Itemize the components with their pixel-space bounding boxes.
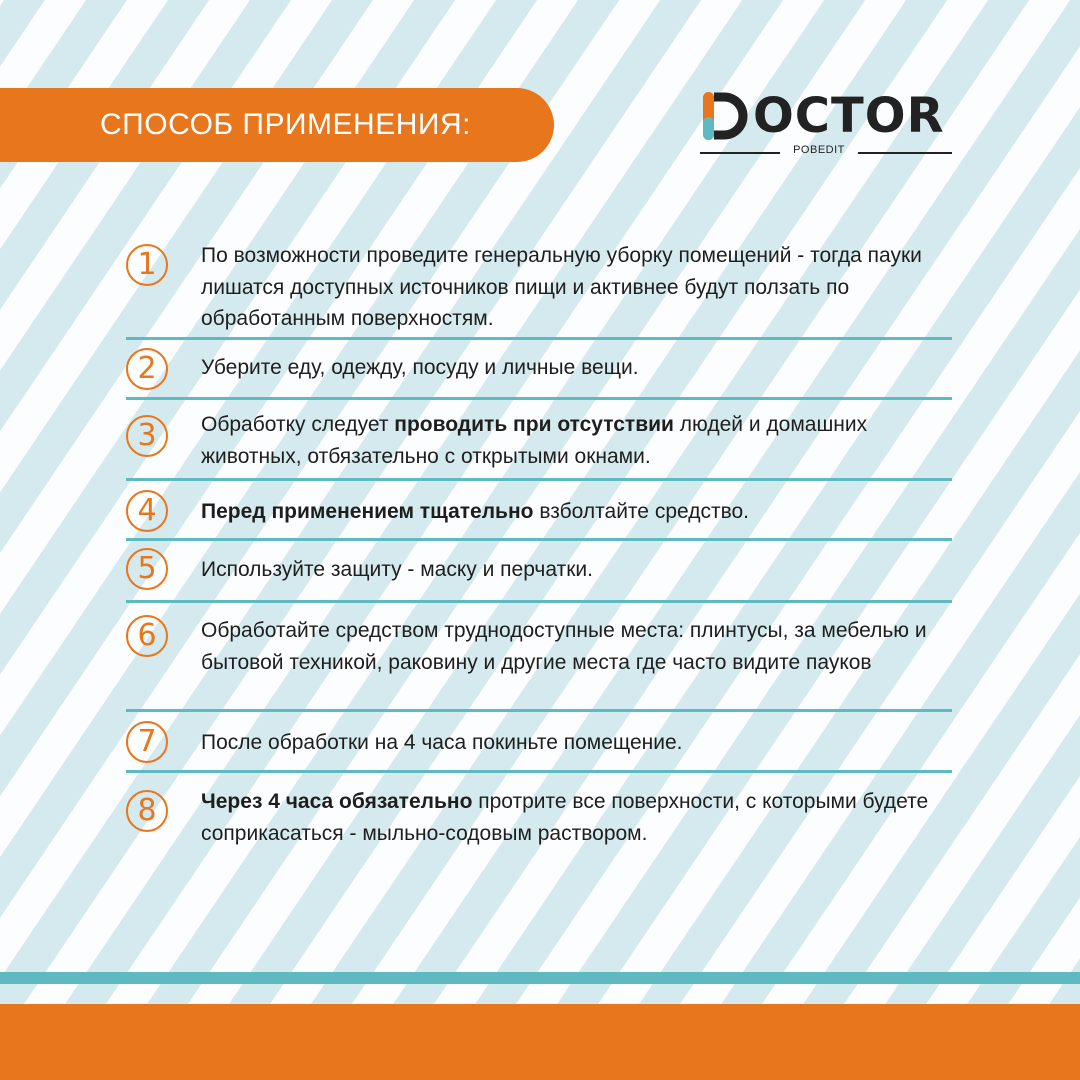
step-divider (126, 478, 952, 481)
page-title: СПОСОБ ПРИМЕНЕНИЯ: (100, 108, 471, 141)
step-divider (126, 770, 952, 773)
step-divider (126, 538, 952, 541)
step-text: Обработайте средством труднодоступные места: плинтусы, за мебелью и бытовой техникой, раковину и другие места где часто видите пауков (201, 619, 927, 674)
step-number-badge: 4 (126, 490, 168, 532)
step-number-badge: 1 (126, 244, 168, 286)
step-text: По возможности проведите генеральную уборку помещений - тогда пауки лишатся доступных источников пищи и активнее будут ползать по обработанным поверхностям. (201, 244, 922, 330)
logo-d-icon (700, 90, 752, 142)
logo-text: OCTOR (753, 88, 945, 144)
step-text: Перед применением тщательно взболтайте средство. (201, 500, 750, 523)
step-text: После обработки на 4 часа покиньте помещение. (201, 731, 683, 754)
step-divider (126, 337, 952, 340)
doctor-logo (700, 86, 952, 158)
logo-subtitle: POBEDIT (793, 144, 845, 156)
step-number-badge: 3 (126, 415, 168, 457)
footer-teal-stripe (0, 972, 1080, 984)
step-divider (126, 600, 952, 603)
step-number-badge: 2 (126, 348, 168, 390)
step-divider (126, 709, 952, 712)
step-number-badge: 7 (126, 721, 168, 763)
footer-orange-bar (0, 1004, 1080, 1080)
step-text: Уберите еду, одежду, посуду и личные вещи. (201, 356, 639, 379)
step-text: Обработку следует проводить при отсутствии людей и домашних животных, отбязательно с открытыми окнами. (201, 413, 868, 468)
title-banner (0, 88, 554, 162)
step-number-badge: 5 (126, 548, 168, 590)
step-number-badge: 8 (126, 790, 168, 832)
step-number-badge: 6 (126, 615, 168, 657)
step-text: Используйте защиту - маску и перчатки. (201, 558, 593, 581)
step-text: Через 4 часа обязательно протрите все поверхности, с которыми будете соприкасаться - мыльно-содовым раствором. (201, 790, 929, 845)
step-divider (126, 397, 952, 400)
